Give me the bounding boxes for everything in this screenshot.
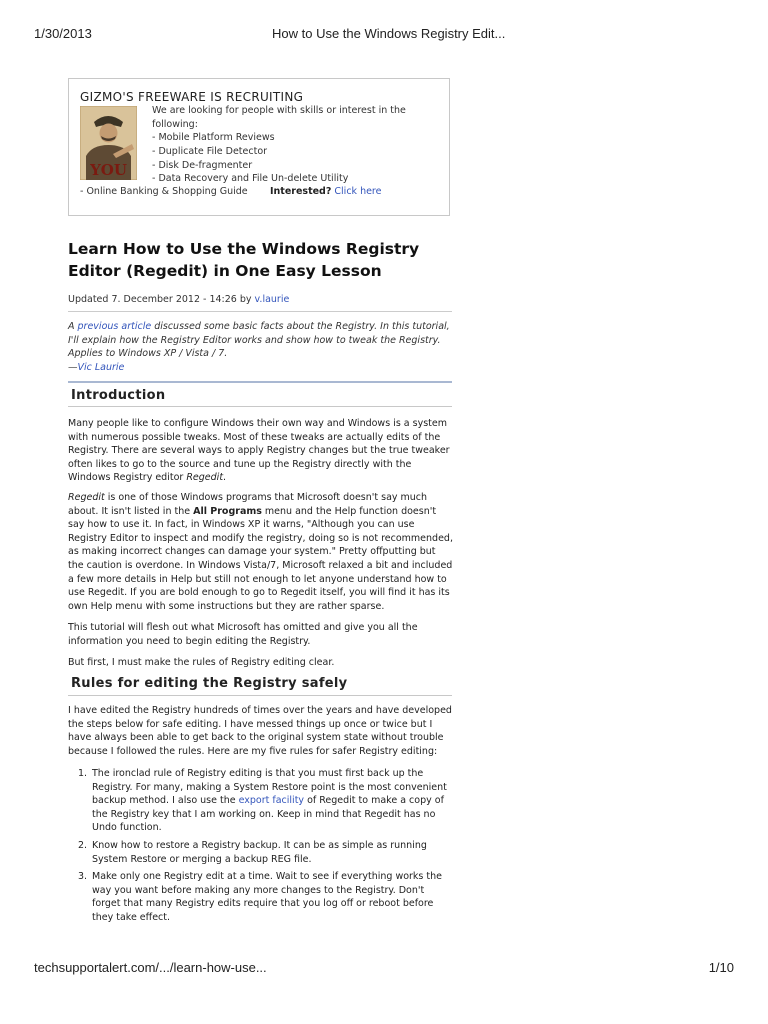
- updated-text: Updated 7. December 2012 - 14:26 by: [68, 294, 255, 305]
- recruiting-intro: We are looking for people with skills or interest in the following:: [152, 105, 406, 130]
- rule-text: The ironclad rule of Registry editing is that you must first back up the Registry. For many, making a System Restore point is the most convenient backup method. I also use the: [92, 768, 447, 807]
- export-facility-link[interactable]: export facility: [238, 795, 305, 807]
- rule-item: [68, 839, 454, 866]
- rule-item: [68, 767, 454, 835]
- paragraph-3: This tutorial will flesh out what Microsoft has omitted and give you all the information you need to begin editing the Registry.: [68, 622, 418, 647]
- recruiting-heading: GIZMO'S FREEWARE IS RECRUITING: [80, 90, 304, 104]
- poster-you-text: YOU: [90, 161, 127, 179]
- recruiting-box: [68, 78, 450, 216]
- rules-heading: Rules for editing the Registry safely: [68, 676, 452, 696]
- p2-text-a: is one of those Windows programs that Microsoft doesn't say much about. It isn't listed in the: [68, 492, 428, 517]
- rule-text: Make only one Registry edit at a time. Wait to see if everything works the way you want before making any more changes to the Registry. Don't forget that many Registry edits require that you log off or reboot before they take effect.: [92, 871, 442, 923]
- rule-text: of Regedit to make a copy of the Registry key that I am working on. Keep in mind that Regedit has no Undo function.: [92, 795, 444, 834]
- p1-text: Many people like to configure Windows their own way and Windows is a system with numerous possible tweaks. Most of these tweaks are actually edits of the Registry. There are several ways to apply Registry changes but the true tweaker often likes to go to the source and tune up the Registry directly with the Windows Registry editor: [68, 418, 450, 484]
- intro-dash: —: [68, 361, 78, 373]
- recruiting-item: - Duplicate File Detector: [152, 145, 268, 157]
- all-programs-bold: All Programs: [193, 505, 262, 517]
- print-url: techsupportalert.com/.../learn-how-use...: [34, 960, 267, 975]
- interested-label: Interested?: [270, 186, 332, 197]
- article-title: Learn How to Use the Windows Registry Editor (Regedit) in One Easy Lesson: [68, 240, 420, 280]
- article-intro: [68, 320, 452, 374]
- rule-text: Know how to restore a Registry backup. It can be as simple as running System Restore or merging a backup REG file.: [92, 839, 427, 865]
- rule-number: 1.: [78, 768, 88, 779]
- click-here-link[interactable]: Click here: [334, 186, 382, 197]
- rule-number: 3.: [78, 871, 88, 883]
- recruiting-item: - Mobile Platform Reviews: [152, 132, 275, 143]
- vic-laurie-link[interactable]: Vic Laurie: [77, 361, 125, 373]
- recruiting-item: - Data Recovery and File Un-delete Utility: [152, 173, 349, 185]
- p1-end: .: [223, 472, 227, 484]
- author-link[interactable]: v.laurie: [254, 294, 290, 305]
- p2-text-b: menu and the Help function doesn't say how to use it. In fact, in Windows XP it warns, "Although you can use Registry Editor to inspect and modify the registry, doing so is not recommended, as making incorrect changes can damage your system." Pretty offputting but the caution is overdone. In Windows Vista/7, Microsoft relaxed a bit and included a few more details in Help but still not enough to let anyone understand how to use Regedit. If you are bold enough to go to Regedit itself, you will find it has its own Help menu with some instructions but they are rather sparse.: [68, 505, 453, 612]
- recruiting-item: - Disk De-fragmenter: [152, 159, 253, 171]
- print-page-title: How to Use the Windows Registry Edit...: [272, 26, 506, 41]
- intro-a: A: [68, 321, 78, 332]
- paragraph-4: But first, I must make the rules of Registry editing clear.: [68, 657, 335, 668]
- updated-line: [68, 294, 289, 305]
- rule-item: [68, 870, 454, 924]
- byline-divider: [68, 311, 452, 312]
- previous-article-link[interactable]: previous article: [77, 321, 152, 332]
- rule-number: 2.: [78, 839, 88, 851]
- paragraph-5: I have edited the Registry hundreds of times over the years and have developed the steps below for safe editing. I have messed things up once or twice but I have always been able to get back to the original system state without trouble because I followed the rules. Here are my five rules for safer Registry editing:: [68, 705, 452, 757]
- p2-regedit: Regedit: [68, 492, 105, 503]
- introduction-heading: Introduction: [68, 381, 452, 407]
- page-number: 1/10: [708, 960, 734, 975]
- intro-rest: discussed some basic facts about the Registry. In this tutorial, I'll explain how the Registry Editor works and show how to tweak the Registry. Applies to Windows XP / Vista / 7.: [68, 321, 450, 359]
- paragraph-2: [68, 491, 454, 613]
- recruiting-item-last: - Online Banking & Shopping Guide: [80, 186, 248, 197]
- paragraph-1: [68, 417, 454, 485]
- p1-regedit: Regedit: [186, 472, 224, 484]
- recruiting-poster-image: [80, 106, 137, 180]
- recruiting-list: [152, 131, 348, 186]
- interested-line: [270, 186, 381, 197]
- print-date: 1/30/2013: [34, 26, 92, 41]
- rules-list: [68, 767, 454, 929]
